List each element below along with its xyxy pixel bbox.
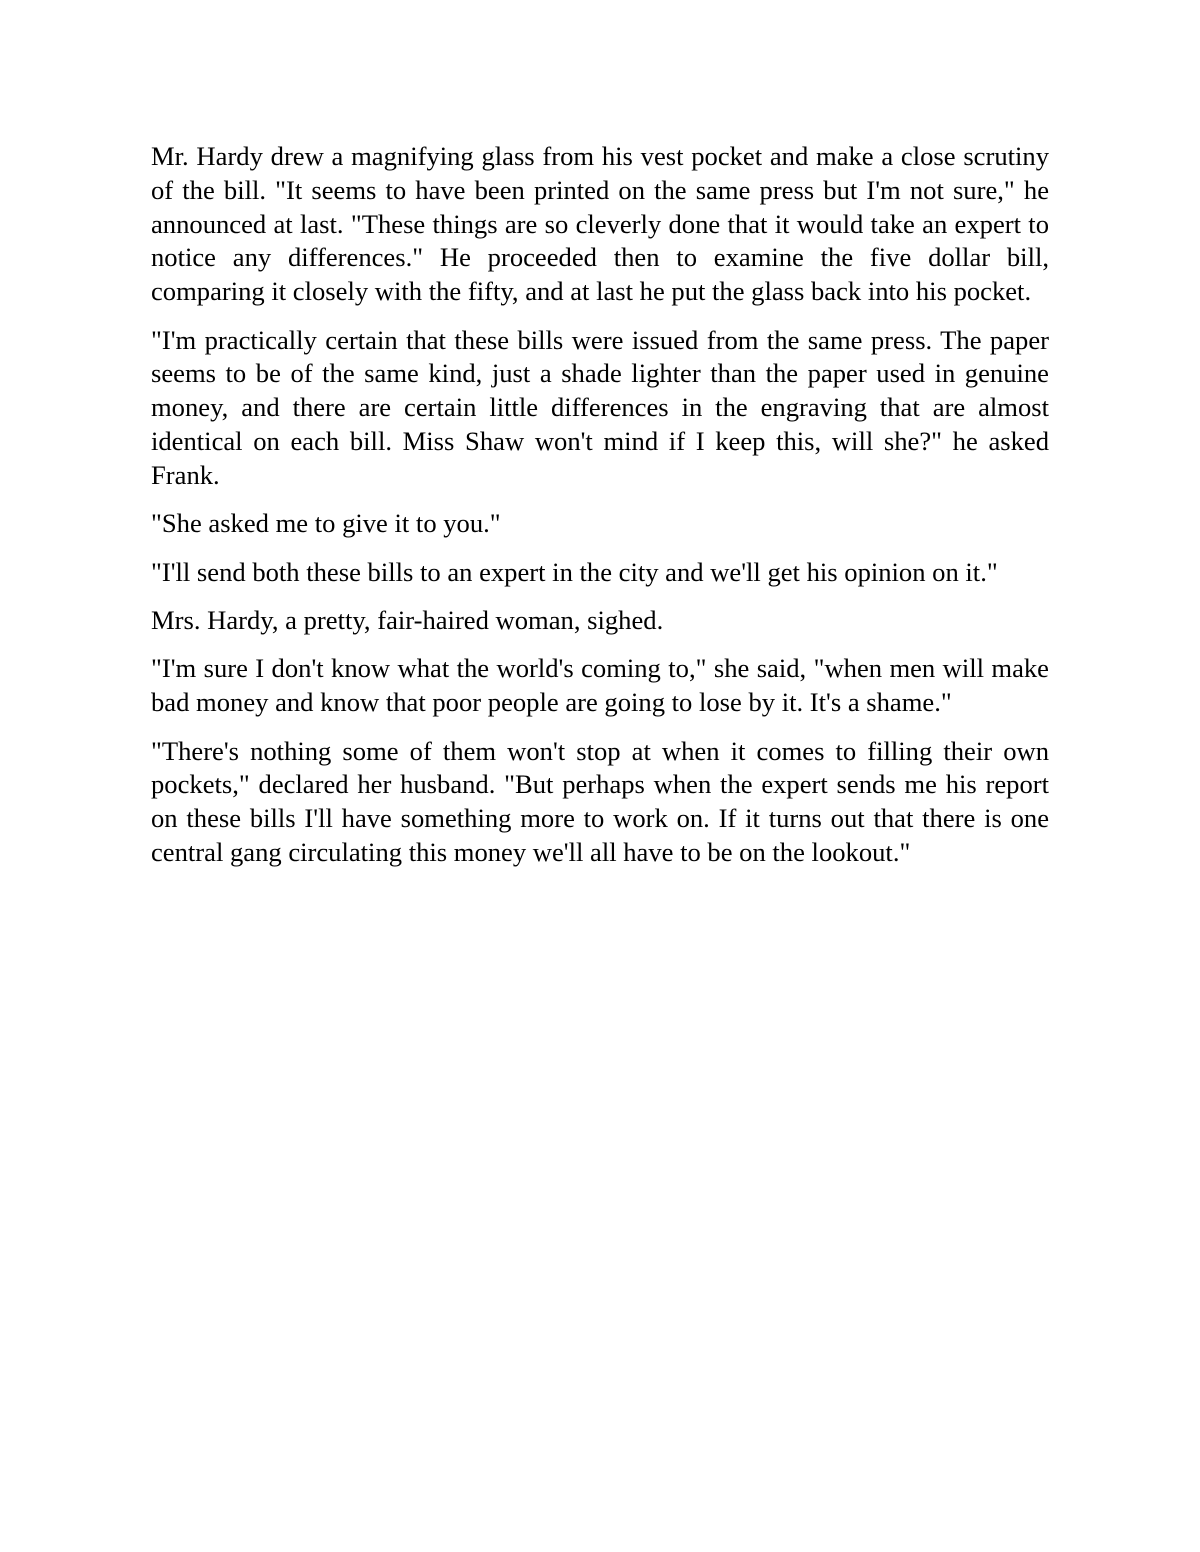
- paragraph: Mrs. Hardy, a pretty, fair-haired woman, sighed.: [151, 604, 664, 635]
- paragraph: "I'll send both these bills to an expert in the city and we'll get his opinion on it.": [151, 556, 998, 587]
- paragraph: "There's nothing some of them won't stop at when it comes to filling their own pockets," declared her husband. "But perhaps when the expert sends me his report on these bills I'll have something more to work on. If it turns out that there is one central gang circulating this money we'll all have to be on the lookout.": [151, 735, 1049, 867]
- paragraph: "I'm practically certain that these bills were issued from the same press. The paper seems to be of the same kind, just a shade lighter than the paper used in genuine money, and there are certain little differences in the engraving that are almost identical on each bill. Miss Shaw won't mind if I keep this, will she?" he asked Frank.: [151, 324, 1049, 490]
- document-page: [151, 140, 1049, 884]
- paragraph: "I'm sure I don't know what the world's coming to," she said, "when men will make bad money and know that poor people are going to lose by it. It's a shame.": [151, 653, 1049, 718]
- paragraph: "She asked me to give it to you.": [151, 508, 501, 539]
- paragraph: Mr. Hardy drew a magnifying glass from his vest pocket and make a close scrutiny of the bill. "It seems to have been printed on the same press but I'm not sure," he announced at last. "These things are so cleverly done that it would take an expert to notice any differences." He proceeded then to examine the five dollar bill, comparing it closely with the fifty, and at last he put the glass back into his pocket.: [151, 141, 1049, 307]
